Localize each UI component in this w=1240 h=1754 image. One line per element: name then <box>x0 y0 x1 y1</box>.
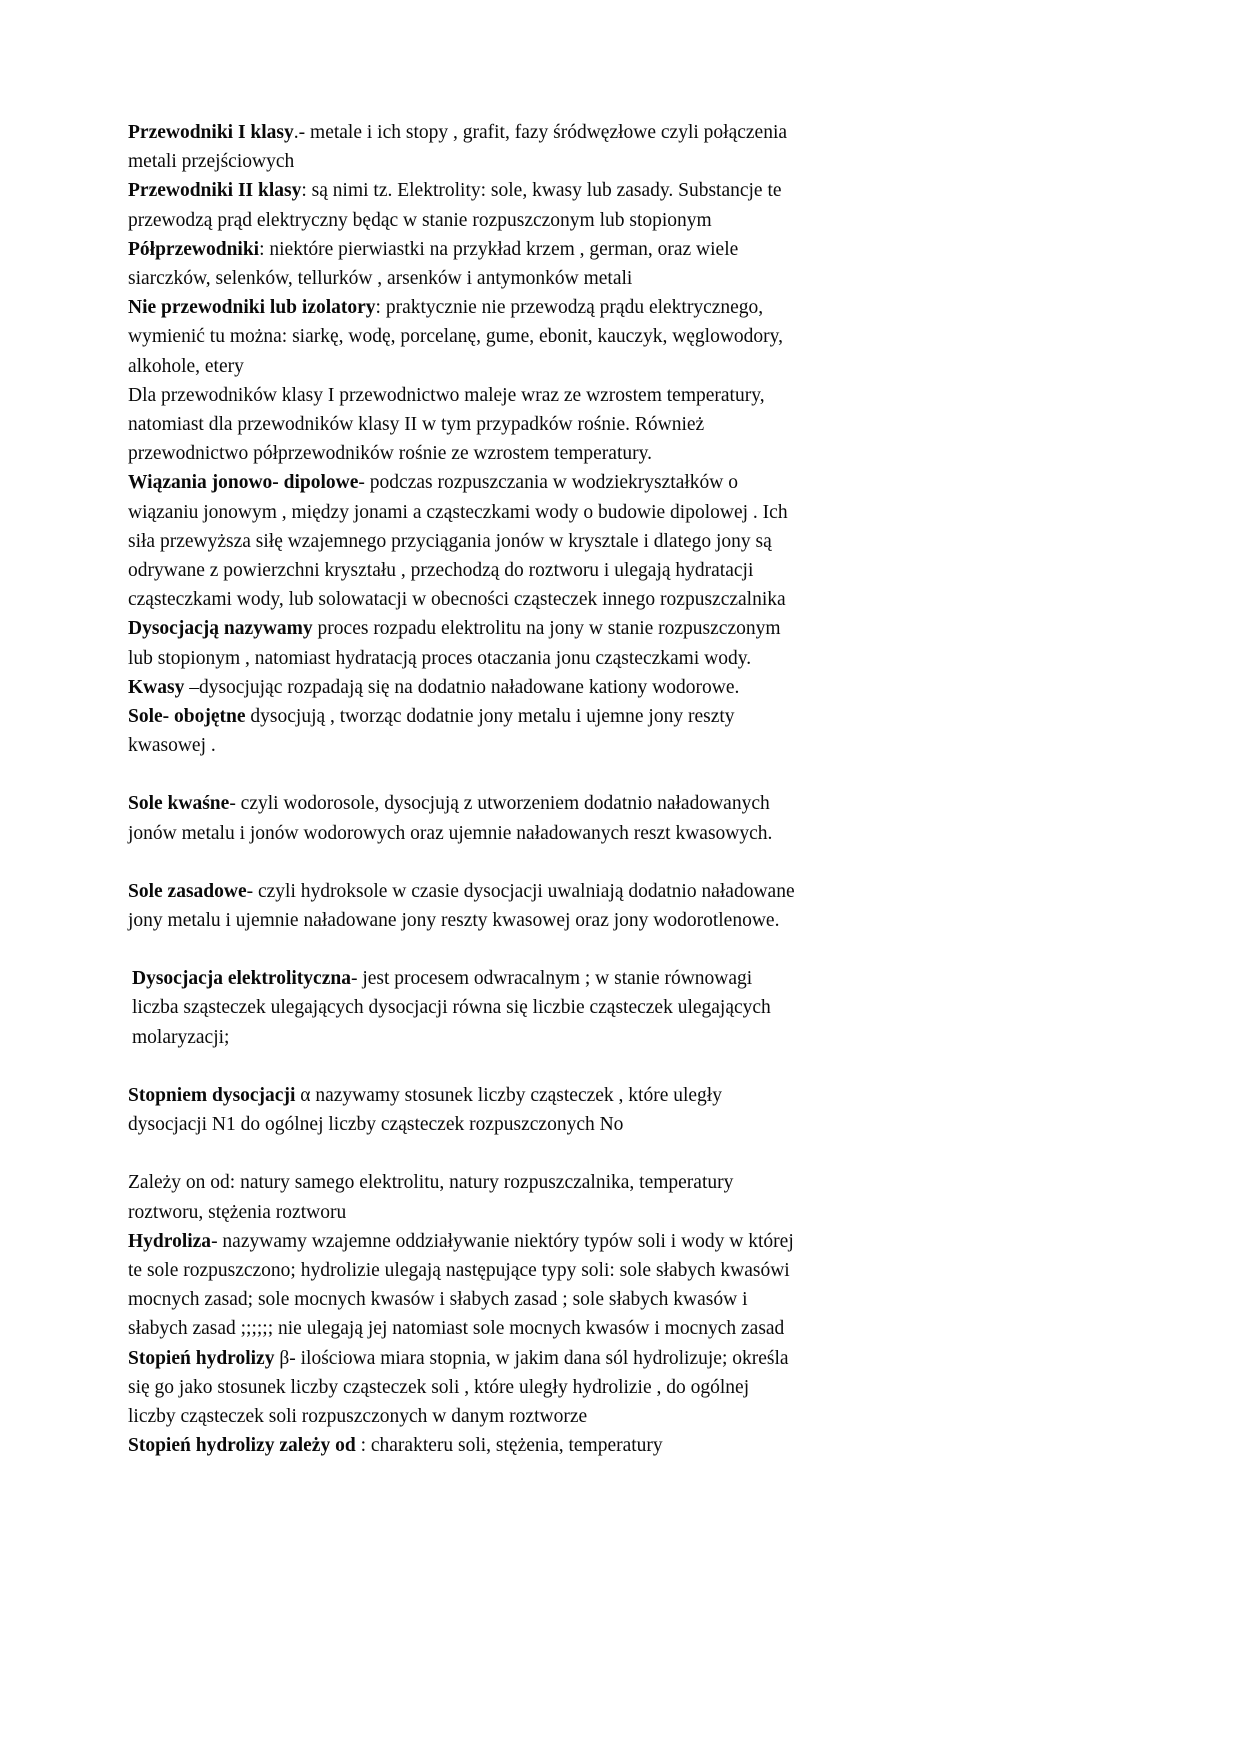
text-stopien-dysocjacji: α nazywamy stosunek liczby cząsteczek , które uległy dysocjacji N1 do ogólnej liczby cząsteczek rozpuszczonych No <box>128 1084 722 1136</box>
paragraph-spacer <box>128 1139 800 1168</box>
paragraph-przewodniki-ii-klasy <box>128 176 800 234</box>
term-przewodniki-i-klasy: Przewodniki I klasy <box>128 122 294 143</box>
term-stopien-hydrolizy: Stopień hydrolizy <box>128 1347 275 1369</box>
term-stopien-hydrolizy-zalezy: Stopień hydrolizy zależy od <box>128 1435 356 1457</box>
term-wiazania-jonowo-dipolowe: Wiązania jonowo- dipolowe <box>128 472 359 494</box>
paragraph-stopien-hydrolizy <box>128 1344 800 1432</box>
term-polprzewodniki: Półprzewodniki <box>128 238 260 260</box>
term-sole-kwasne: Sole kwaśne <box>128 793 230 815</box>
term-nie-przewodniki: Nie przewodniki lub izolatory <box>128 297 376 319</box>
paragraph-przewodniki-i-klasy <box>128 118 800 176</box>
term-sole-zasadowe: Sole zasadowe <box>128 880 247 902</box>
text-przewodnictwo-temperatura: Dla przewodników klasy I przewodnictwo maleje wraz ze wzrostem temperatury, natomiast dla przewodników klasy II w tym przypadków rośnie. Również przewodnictwo półprzewodników rośnie ze wzrostem temperatury. <box>128 384 765 465</box>
term-kwasy: Kwasy <box>128 676 185 698</box>
term-dysocjacja-definicja: Dysocjacją nazywamy <box>128 618 313 640</box>
document-body <box>128 118 800 1460</box>
paragraph-sole-obojetne <box>128 702 800 760</box>
text-dysocjacja-definicja: proces rozpadu elektrolitu na jony w stanie rozpuszczonym lub stopionym , natomiast hydratacją proces otaczania jonu cząsteczkami wody. <box>128 618 781 669</box>
paragraph-zalezy-on-od <box>128 1168 800 1226</box>
term-hydroliza: Hydroliza <box>128 1230 212 1252</box>
text-przewodniki-ii-klasy: : są nimi tz. Elektrolity: sole, kwasy lub zasady. Substancje te przewodzą prąd elektryczny będąc w stanie rozpuszczonym lub stopionym <box>128 180 782 231</box>
paragraph-nie-przewodniki <box>128 293 800 381</box>
text-kwasy: –dysocjując rozpadają się na dodatnio naładowane kationy wodorowe. <box>184 676 740 698</box>
paragraph-dysocjacja-elektrolityczna <box>128 964 800 1052</box>
paragraph-spacer <box>128 1052 800 1081</box>
text-polprzewodniki: : niektóre pierwiastki na przykład krzem , german, oraz wiele siarczków, selenków, tellurków , arsenków i antymonków metali <box>128 238 739 290</box>
text-wiazania-jonowo-dipolowe: - podczas rozpuszczania w wodziekryształków o wiązaniu jonowym , między jonami a cząsteczkami wody o budowie dipolowej . Ich siła przewyższa siłę wzajemnego przyciągania jonów w krysztale i dlatego jony są odrywane z powierzchni kryształu , przechodzą do roztworu i ulegają hydratacji cząsteczkami wody, lub solowatacji w obecności cząsteczek innego rozpuszczalnika <box>128 472 788 611</box>
paragraph-stopien-dysocjacji <box>128 1081 800 1139</box>
paragraph-spacer <box>128 848 800 877</box>
paragraph-polprzewodniki <box>128 235 800 293</box>
paragraph-stopien-hydrolizy-zalezy <box>128 1431 800 1460</box>
text-sole-obojetne: dysocjują , tworząc dodatnie jony metalu i ujemne jony reszty kwasowej . <box>128 706 735 757</box>
text-sole-kwasne: - czyli wodorosole, dysocjują z utworzeniem dodatnio naładowanych jonów metalu i jonów wodorowych oraz ujemnie naładowanych reszt kwasowych. <box>128 793 773 844</box>
text-zalezy-on-od: Zależy on od: natury samego elektrolitu, natury rozpuszczalnika, temperatury roztworu, stężenia roztworu <box>128 1172 734 1223</box>
text-dysocjacja-elektrolityczna: - jest procesem odwracalnym ; w stanie równowagi liczba sząsteczek ulegających dysocjacji równa się liczbie cząsteczek ulegających molaryzacji; <box>132 968 771 1048</box>
text-stopien-hydrolizy-zalezy: : charakteru soli, stężenia, temperatury <box>355 1435 663 1457</box>
paragraph-sole-zasadowe <box>128 877 800 935</box>
text-stopien-hydrolizy: β- ilościowa miara stopnia, w jakim dana sól hydrolizuje; określa się go jako stosunek liczby cząsteczek soli , które uległy hydrolizie , do ogólnej liczby cząsteczek soli rozpuszczonych w danym roztworze <box>128 1347 789 1427</box>
paragraph-dysocjacja-definicja <box>128 614 800 672</box>
text-hydroliza: - nazywamy wzajemne oddziaływanie niektóry typów soli i wody w której te sole rozpuszczono; hydrolizie ulegają następujące typy soli: sole słabych kwasówi mocnych zasad; sole mocnych kwasów i słabych zasad ; sole słabych kwasów i słabych zasad ;;;;;; nie ulegają jej natomiast sole mocnych kwasów i mocnych zasad <box>128 1230 794 1340</box>
term-sole-obojetne: Sole- obojętne <box>128 706 246 728</box>
text-przewodniki-i-klasy: .- metale i ich stopy , grafit, fazy śródwęzłowe czyli połączenia metali przejściowych <box>128 122 788 173</box>
paragraph-spacer <box>128 935 800 964</box>
term-dysocjacja-elektrolityczna: Dysocjacja elektrolityczna <box>132 968 351 990</box>
paragraph-sole-kwasne <box>128 789 800 847</box>
paragraph-hydroliza <box>128 1227 800 1344</box>
text-sole-zasadowe: - czyli hydroksole w czasie dysocjacji uwalniają dodatnio naładowane jony metalu i ujemnie naładowane jony reszty kwasowej oraz jony wodorotlenowe. <box>128 880 795 932</box>
paragraph-wiazania-jonowo-dipolowe <box>128 468 800 614</box>
paragraph-kwasy <box>128 673 800 702</box>
text-nie-przewodniki: : praktycznie nie przewodzą prądu elektrycznego, wymienić tu można: siarkę, wodę, porcelanę, gume, ebonit, kauczyk, węglowodory, alkohole, etery <box>128 297 784 377</box>
paragraph-spacer <box>128 760 800 789</box>
paragraph-przewodnictwo-temperatura <box>128 381 800 469</box>
term-stopien-dysocjacji: Stopniem dysocjacji <box>128 1084 296 1106</box>
term-przewodniki-ii-klasy: Przewodniki II klasy <box>128 180 302 202</box>
